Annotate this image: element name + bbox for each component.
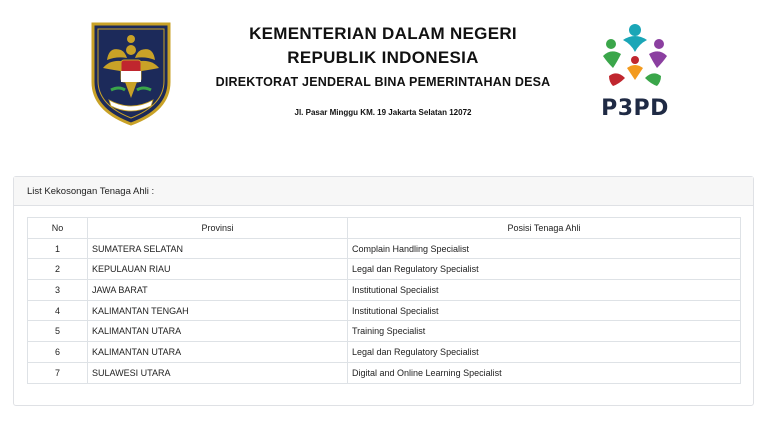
ministry-name: KEMENTERIAN DALAM NEGERI bbox=[249, 24, 517, 43]
p3pd-logo bbox=[595, 22, 675, 122]
cell-no: 3 bbox=[28, 280, 88, 301]
cell-provinsi: KEPULAUAN RIAU bbox=[88, 259, 348, 280]
column-header-no: No bbox=[28, 218, 88, 239]
cell-posisi: Institutional Specialist bbox=[348, 300, 741, 321]
cell-no: 1 bbox=[28, 238, 88, 259]
garuda-emblem-icon bbox=[89, 20, 173, 126]
letterhead bbox=[0, 0, 768, 140]
table-header-row bbox=[28, 218, 741, 239]
cell-provinsi: KALIMANTAN UTARA bbox=[88, 342, 348, 363]
cell-no: 6 bbox=[28, 342, 88, 363]
cell-posisi: Legal dan Regulatory Specialist bbox=[348, 259, 741, 280]
cell-provinsi: KALIMANTAN TENGAH bbox=[88, 300, 348, 321]
cell-posisi: Institutional Specialist bbox=[348, 280, 741, 301]
p3pd-logo-text: P3PD bbox=[601, 96, 669, 121]
cell-provinsi: JAWA BARAT bbox=[88, 280, 348, 301]
column-header-posisi: Posisi Tenaga Ahli bbox=[348, 218, 741, 239]
p3pd-people-icon bbox=[595, 22, 675, 94]
cell-posisi: Digital and Online Learning Specialist bbox=[348, 362, 741, 383]
column-header-provinsi: Provinsi bbox=[88, 218, 348, 239]
table-row bbox=[28, 321, 741, 342]
cell-provinsi: SUMATERA SELATAN bbox=[88, 238, 348, 259]
table-row bbox=[28, 280, 741, 301]
address: Jl. Pasar Minggu KM. 19 Jakarta Selatan 12072 bbox=[294, 108, 472, 117]
vacancy-card bbox=[13, 176, 754, 406]
cell-no: 7 bbox=[28, 362, 88, 383]
cell-no: 2 bbox=[28, 259, 88, 280]
table-row bbox=[28, 259, 741, 280]
cell-provinsi: KALIMANTAN UTARA bbox=[88, 321, 348, 342]
card-title: List Kekosongan Tenaga Ahli : bbox=[14, 177, 753, 206]
table-row bbox=[28, 300, 741, 321]
table-row bbox=[28, 342, 741, 363]
vacancy-table-wrap bbox=[27, 217, 741, 384]
directorate-name: DIREKTORAT JENDERAL BINA PEMERINTAHAN DESA bbox=[215, 75, 551, 89]
table-row bbox=[28, 238, 741, 259]
cell-no: 5 bbox=[28, 321, 88, 342]
cell-posisi: Complain Handling Specialist bbox=[348, 238, 741, 259]
vacancy-table bbox=[27, 217, 741, 384]
table-row bbox=[28, 362, 741, 383]
country-name: REPUBLIK INDONESIA bbox=[287, 48, 479, 67]
cell-provinsi: SULAWESI UTARA bbox=[88, 362, 348, 383]
cell-posisi: Training Specialist bbox=[348, 321, 741, 342]
cell-posisi: Legal dan Regulatory Specialist bbox=[348, 342, 741, 363]
cell-no: 4 bbox=[28, 300, 88, 321]
